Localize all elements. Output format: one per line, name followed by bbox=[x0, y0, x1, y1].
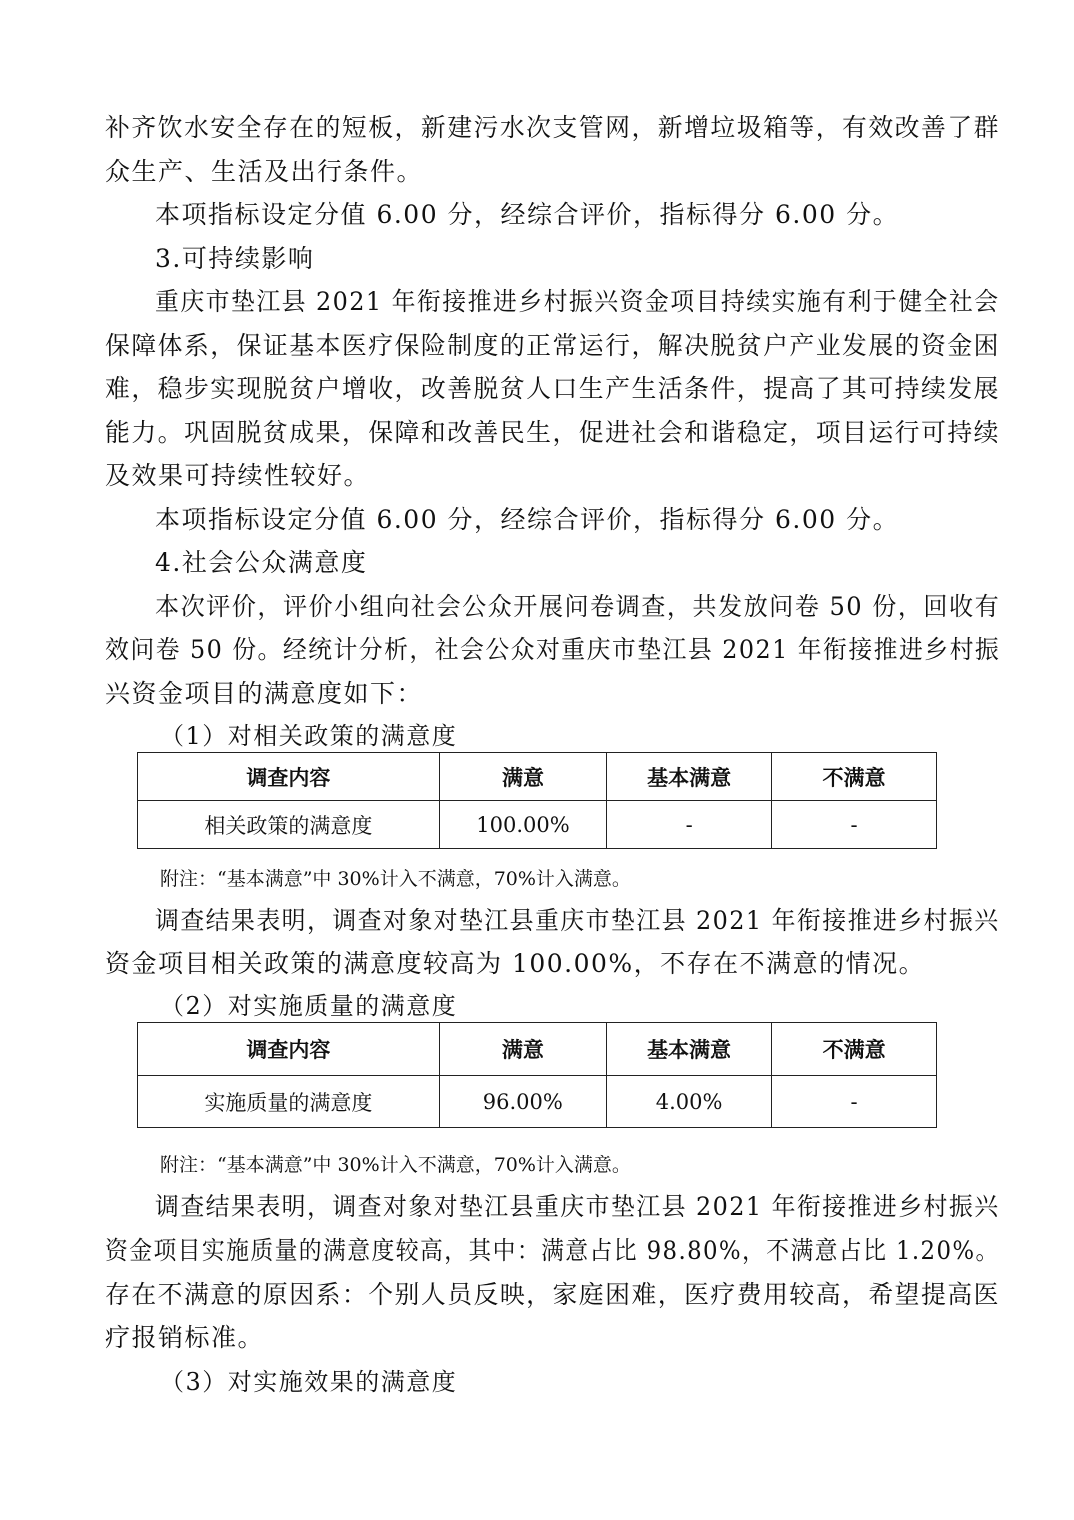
paragraph-line: 存在不满意的原因系：个别人员反映，家庭困难，医疗费用较高，希望提高医 bbox=[105, 1280, 1000, 1309]
paragraph-line: 调查结果表明，调查对象对垫江县重庆市垫江县 2021 年衔接推进乡村振兴 bbox=[155, 906, 1000, 935]
table-cell: - bbox=[607, 801, 772, 849]
satisfaction-table-quality bbox=[137, 1022, 937, 1128]
paragraph-line: 调查结果表明，调查对象对垫江县重庆市垫江县 2021 年衔接推进乡村振兴 bbox=[155, 1192, 1000, 1221]
paragraph-line: 难，稳步实现脱贫户增收，改善脱贫人口生产生活条件，提高了其可持续发展 bbox=[105, 374, 1000, 403]
table-caption: （3）对实施效果的满意度 bbox=[160, 1368, 458, 1396]
paragraph-line: 重庆市垫江县 2021 年衔接推进乡村振兴资金项目持续实施有利于健全社会 bbox=[155, 287, 1000, 316]
table-row bbox=[138, 801, 937, 849]
table-caption: （2）对实施质量的满意度 bbox=[160, 992, 458, 1020]
paragraph-score: 本项指标设定分值 6.00 分，经综合评价，指标得分 6.00 分。 bbox=[155, 200, 900, 229]
satisfaction-table-policy bbox=[137, 752, 937, 849]
table-cell: 4.00% bbox=[606, 1076, 771, 1128]
paragraph-line: 疗报销标准。 bbox=[105, 1323, 265, 1352]
table-header-cell: 不满意 bbox=[772, 1023, 937, 1076]
table-cell: 100.00% bbox=[439, 801, 606, 849]
table-header-cell: 调查内容 bbox=[138, 753, 440, 801]
table-header-row bbox=[138, 753, 937, 801]
paragraph-line: 补齐饮水安全存在的短板，新建污水次支管网，新增垃圾箱等，有效改善了群 bbox=[105, 113, 1000, 142]
table-header-cell: 调查内容 bbox=[138, 1023, 440, 1076]
paragraph-line: 能力。巩固脱贫成果，保障和改善民生，促进社会和谐稳定，项目运行可持续 bbox=[105, 418, 1000, 447]
table-header-cell: 满意 bbox=[439, 1023, 606, 1076]
table-header-row bbox=[138, 1023, 937, 1076]
paragraph-line: 本次评价，评价小组向社会公众开展问卷调查，共发放问卷 50 份，回收有 bbox=[155, 592, 1001, 621]
table-cell: 相关政策的满意度 bbox=[138, 801, 440, 849]
paragraph-line: 及效果可持续性较好。 bbox=[105, 461, 371, 490]
paragraph-line: 效问卷 50 份。经统计分析，社会公众对重庆市垫江县 2021 年衔接推进乡村振 bbox=[105, 635, 1001, 664]
paragraph-line: 兴资金项目的满意度如下： bbox=[105, 679, 424, 708]
paragraph-line: 众生产、生活及出行条件。 bbox=[105, 157, 424, 186]
table-row bbox=[138, 1076, 937, 1128]
table-header-cell: 不满意 bbox=[772, 753, 937, 801]
table-note: 附注：“基本满意”中 30%计入不满意，70%计入满意。 bbox=[160, 868, 631, 890]
paragraph-line: 保障体系，保证基本医疗保险制度的正常运行，解决脱贫户产业发展的资金困 bbox=[105, 331, 1000, 360]
table-header-cell: 满意 bbox=[439, 753, 606, 801]
paragraph-score: 本项指标设定分值 6.00 分，经综合评价，指标得分 6.00 分。 bbox=[155, 505, 900, 534]
table-cell: 96.00% bbox=[439, 1076, 606, 1128]
table-cell: - bbox=[772, 801, 937, 849]
table-cell: 实施质量的满意度 bbox=[138, 1076, 440, 1128]
table-header-cell: 基本满意 bbox=[607, 753, 772, 801]
section-heading: 3.可持续影响 bbox=[155, 244, 315, 273]
table-note: 附注：“基本满意”中 30%计入不满意，70%计入满意。 bbox=[160, 1154, 631, 1176]
table-header-cell: 基本满意 bbox=[606, 1023, 771, 1076]
table-caption: （1）对相关政策的满意度 bbox=[160, 722, 458, 750]
section-heading: 4.社会公众满意度 bbox=[155, 548, 368, 577]
paragraph-line: 资金项目实施质量的满意度较高，其中：满意占比 98.80%，不满意占比 1.20%。 bbox=[105, 1236, 1000, 1265]
table-cell: - bbox=[772, 1076, 937, 1128]
paragraph-line: 资金项目相关政策的满意度较高为 100.00%，不存在不满意的情况。 bbox=[105, 949, 926, 978]
